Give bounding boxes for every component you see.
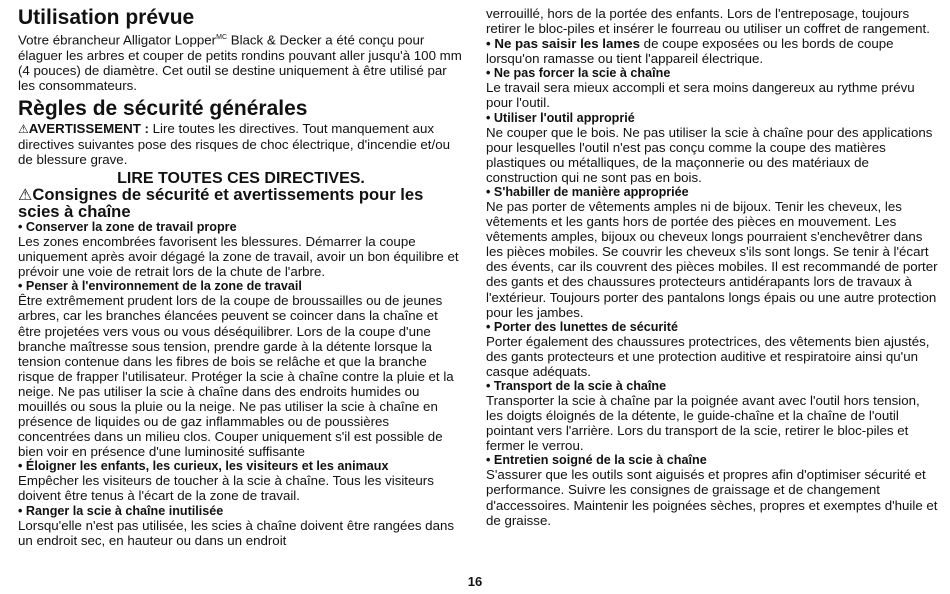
section-title-maintenance: • Entretien soigné de la scie à chaîne (486, 453, 938, 467)
warning-label: AVERTISSEMENT : (28, 120, 149, 136)
general-safety-heading: Règles de sécurité générales (18, 96, 308, 120)
warning-text: Lire toutes les directives. Tout manquement aux directives suivantes pose des risques de choc électrique, d'incendie et/ou de blessure grave. (18, 120, 450, 167)
intro-text-start: Votre ébrancheur Alligator Lopper (18, 32, 217, 48)
section-text-transport: Transporter la scie à chaîne par la poignée avant avec l'outil hors tension, les doigts éloignés de la détente, le guide-chaîne et la chaîne de l'outil pointant vers l'arrière. Lors du transport de la scie, retirer le bloc-piles et fermer le verrou. (486, 392, 920, 454)
section-title-force: • Ne pas forcer la scie à chaîne (486, 66, 938, 80)
chainsaw-safety-heading (18, 187, 464, 220)
right-column (486, 6, 938, 528)
section-text-environment: Être extrêmement prudent lors de la coupe de broussailles ou de jeunes arbres, car les branches élancées peuvent se coincer dans la chaîne et être projetées vers vous ou vous déséquilibrer. Lors de la coupe d'une branche maîtresse sous tension, prendre garde à la détente lorsque la tension contenue dans les fibres de bois se relâche et que la branche risque de frapper l'utilisateur. Protéger la scie à chaîne contre la pluie et la neige. Ne pas utiliser la scie à chaîne dans des endroits humides ou mouillés ou sous la pluie ou la neige. Ne pas utiliser la scie à chaîne en présence de liquides ou de gaz inflammables ou de poussières concentrées dans un milieu clos. Couper uniquement s'il est possible de bien voir en présence d'une luminosité suffisante (18, 293, 454, 460)
section-title-work-area: • Conserver la zone de travail propre (18, 220, 464, 234)
section-text-glasses: Porter également des chaussures protectrices, des vêtements bien ajustés, des gants protecteurs et une protection auditive et respiratoire ainsi qu'un casque adéquats. (486, 333, 930, 379)
section-title-transport: • Transport de la scie à chaîne (486, 379, 938, 393)
section-text-maintenance: S'assurer que les outils sont aiguisés et propres afin d'optimiser sécurité et performance. Suivre les consignes de graissage et de changement d'accessoires. Maintenir les poignées sèches, propres et exemptes d'huile et de graisse. (486, 467, 938, 528)
intro-text-end: Black & Decker a été conçu pour élaguer les arbres et couper de petits rondins pouvant aller jusqu'à 100 mm (4 pouces) de diamètre. Cet outil se destine uniquement à être utilisé par les consommateurs. (18, 32, 462, 93)
section-text-storage: Lorsqu'elle n'est pas utilisée, les scies à chaîne doivent être rangées dans un endroit sec, en hauteur ou dans un endroit (18, 517, 455, 548)
section-title-children: • Éloigner les enfants, les curieux, les visiteurs et les animaux (18, 459, 464, 473)
storage-continued-text: verrouillé, hors de la portée des enfants. Lors de l'entreposage, toujours retirer le bloc-piles et insérer le fourreau ou utiliser un coffret de rangement. (486, 6, 930, 37)
section-text-dress: Ne pas porter de vêtements amples ni de bijoux. Tenir les cheveux, les vêtements et les gants hors de portée des pièces en mouvement. Les vêtements amples, bijoux ou cheveux longs pourraient s'enchevêtrer dans les pièces mobiles. Se couvrir les cheveux s'ils sont longs. Se tenir à l'écart des évents, car ils couvrent des pièces mobiles. Il est recommandé de porter des gants et des chaussures protecteurs antidérapants lors de travaux à l'extérieur. Toujours porter des pantalons longs épais ou une autre protection pour les jambes. (486, 198, 938, 320)
section-text-force: Le travail sera mieux accompli et sera moins dangereux au rythme prévu pour l'outil. (486, 80, 915, 111)
left-column (18, 6, 464, 548)
section-title-glasses: • Porter des lunettes de sécurité (486, 320, 938, 334)
section-title-dress: • S'habiller de manière appropriée (486, 185, 938, 199)
section-title-right-tool: • Utiliser l'outil approprié (486, 111, 938, 125)
intended-use-text (18, 30, 464, 93)
chainsaw-safety-title: Consignes de sécurité et avertissements pour les scies à chaîne (18, 185, 424, 222)
section-title-environment: • Penser à l'environnement de la zone de travail (18, 279, 464, 293)
section-text-work-area: Les zones encombrées favorisent les blessures. Démarrer la coupe uniquement après avoir dégagé la zone de travail, avoir un bon équilibre et prévoir une voie de retrait lors de la chute de l'arbre. (18, 234, 459, 280)
blades-warning-text: de coupe exposées ou les bords de coupe lorsqu'on ramasse ou tient l'appareil électrique. (486, 36, 894, 67)
warning-triangle-icon: ⚠ (18, 187, 33, 205)
section-title-storage: • Ranger la scie à chaîne inutilisée (18, 504, 464, 518)
intended-use-heading: Utilisation prévue (18, 6, 195, 29)
read-all-directives: LIRE TOUTES CES DIRECTIVES. (117, 170, 365, 188)
section-text-children: Empêcher les visiteurs de toucher à la scie à chaîne. Tous les visiteurs doivent être tenus à l'écart de la zone de travail. (18, 473, 434, 504)
trademark-mark: MC (216, 34, 227, 41)
warning-paragraph (18, 121, 464, 167)
warning-triangle-icon: ⚠ (18, 121, 29, 136)
blades-warning (486, 36, 938, 66)
blades-warning-lead: Ne pas saisir les lames (494, 36, 640, 52)
page-number: 16 (467, 574, 483, 589)
section-text-right-tool: Ne couper que le bois. Ne pas utiliser la scie à chaîne pour des applications pour lesquelles l'outil n'est pas conçu comme la coupe des matières plastiques ou métalliques, de la maçonnerie ou des matériaux de construction qui ne sont pas en bois. (486, 124, 933, 185)
